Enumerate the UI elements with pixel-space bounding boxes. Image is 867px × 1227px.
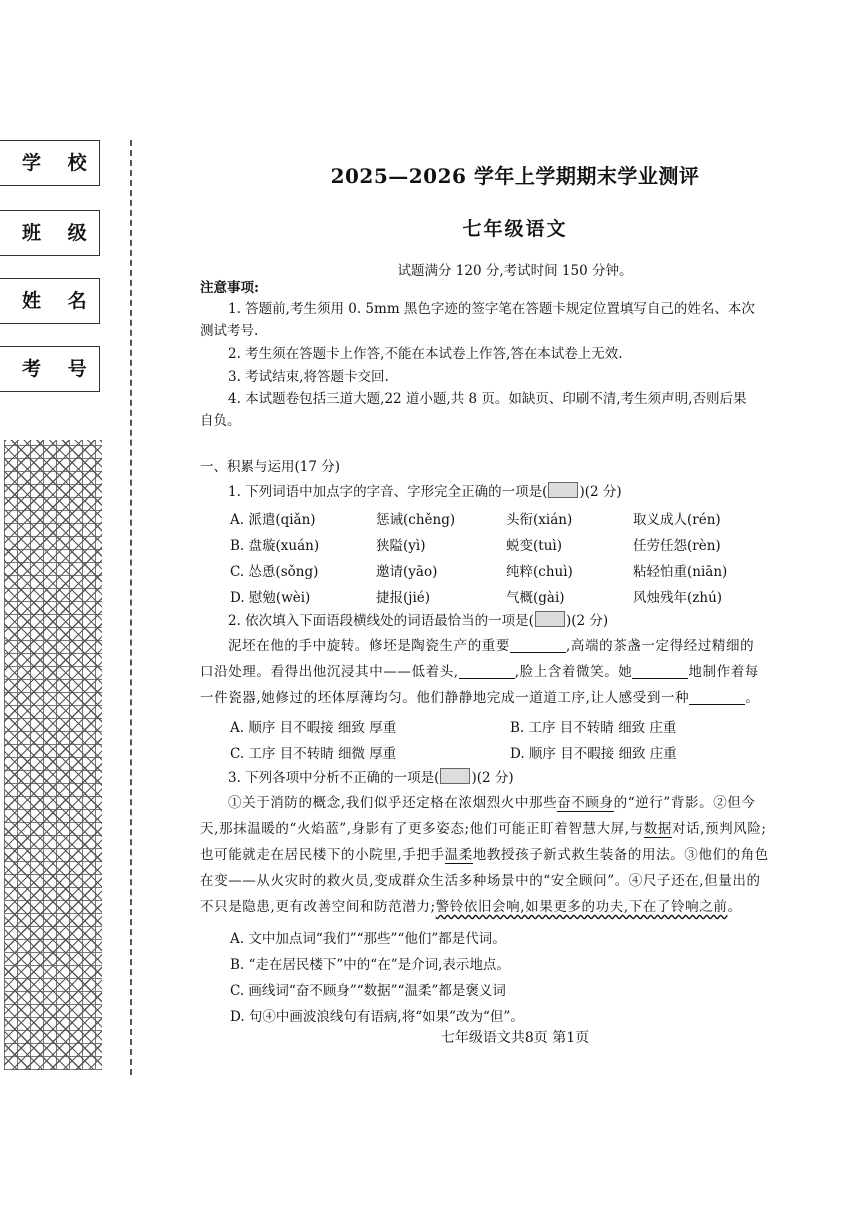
notes-heading: 注意事项: bbox=[200, 280, 259, 296]
q3-option-c: C. 画线词“奋不顾身”“数据”“温柔”都是褒义词 bbox=[230, 983, 506, 999]
notes-item-2: 2. 考生须在答题卡上作答,不能在本试卷上作答,答在本试卷上无效. bbox=[228, 346, 623, 362]
q1-option-b-2: 狭隘(yì) bbox=[376, 538, 426, 554]
exam-number-label: 考 号 bbox=[22, 358, 97, 380]
q2-option-a: A. 顺序 目不暇接 细致 厚重 bbox=[230, 720, 397, 736]
q3-passage-line-2: 天,那抹温暖的“火焰蓝”,身影有了更多姿态;他们可能正盯着智慧大屏,与数据对话,预判风险; bbox=[200, 821, 767, 837]
q2-stem: 2. 依次填入下面语段横线处的词语最恰当的一项是( )(2 分) bbox=[228, 613, 609, 629]
q1-option-a-1: A. 派遣(qiǎn) bbox=[230, 512, 316, 528]
school-field[interactable] bbox=[0, 140, 100, 186]
q2-blank-1[interactable] bbox=[510, 638, 566, 653]
notes-item-4b: 自负。 bbox=[200, 413, 241, 429]
q1-option-d-3: 气概(gài) bbox=[506, 590, 565, 606]
notes-item-1a: 1. 答题前,考生须用 0. 5mm 黑色字迹的签字笔在答题卡规定位置填写自己的姓名、本次 bbox=[228, 301, 755, 317]
q1-stem: 1. 下列词语中加点字的字音、字形完全正确的一项是( )(2 分) bbox=[228, 484, 622, 500]
q3-option-a: A. 文中加点词“我们”“那些”“他们”都是代词。 bbox=[230, 931, 506, 947]
binding-strip bbox=[0, 140, 132, 1080]
q3-passage-line-1: ①关于消防的概念,我们似乎还定格在浓烟烈火中那些奋不顾身的“逆行”背影。②但今 bbox=[228, 795, 756, 811]
q1-option-c-4: 粘轻怕重(niān) bbox=[633, 564, 728, 580]
q2-answer-box[interactable] bbox=[535, 611, 565, 627]
exam-title: 2025—2026 学年上学期期末学业测评 bbox=[330, 164, 700, 188]
q2-blank-2[interactable] bbox=[459, 664, 515, 679]
page-footer: 七年级语文共8页 第1页 bbox=[440, 1030, 590, 1046]
q2-option-b: B. 工序 目不转睛 细致 庄重 bbox=[510, 720, 677, 736]
exam-number-field[interactable] bbox=[0, 346, 100, 392]
q2-passage-line-2: 口沿处理。看得出他沉浸其中——低着头, ,脸上含着微笑。她 地制作着每 bbox=[200, 664, 759, 680]
q2-passage-line-1: 泥坯在他的手中旋转。修坯是陶瓷生产的重要 ,高端的茶盏一定得经过精细的 bbox=[228, 638, 755, 654]
q1-option-d-1: D. 慰勉(wèi) bbox=[230, 590, 311, 606]
q3-option-b: B. “走在居民楼下”中的“在”是介词,表示地点。 bbox=[230, 957, 510, 973]
q3-answer-box[interactable] bbox=[440, 768, 470, 784]
school-label: 学 校 bbox=[22, 152, 97, 174]
q3-stem: 3. 下列各项中分析不正确的一项是( )(2 分) bbox=[228, 770, 514, 786]
name-label: 姓 名 bbox=[22, 290, 97, 312]
q3-passage-line-5: 不只是隐患,更有改善空间和防范潜力;警铃依旧会响,如果更多的功夫,下在了铃响之前。 bbox=[200, 899, 742, 915]
q1-option-b-1: B. 盘璇(xuán) bbox=[230, 538, 320, 554]
q1-option-c-3: 纯粹(chuì) bbox=[506, 564, 573, 580]
q2-blank-4[interactable] bbox=[689, 690, 745, 705]
q1-option-d-4: 风烛残年(zhú) bbox=[633, 590, 723, 606]
q1-option-c-2: 邀请(yāo) bbox=[376, 564, 438, 580]
seal-dashed-line bbox=[130, 140, 132, 1075]
q3-passage-line-4: 在变——从火灾时的救火员,变成群众生活多种场景中的“安全顾问”。④尺子还在,但量出的 bbox=[200, 873, 761, 889]
q1-option-a-3: 头衔(xián) bbox=[506, 512, 573, 528]
class-label: 班 级 bbox=[22, 222, 97, 244]
q2-passage-line-3: 一件瓷器,她修过的坯体厚薄均匀。他们静静地完成一道道工序,让人感受到一种 。 bbox=[200, 690, 760, 706]
q1-option-c-1: C. 怂恿(sǒng) bbox=[230, 564, 319, 580]
exam-meta: 试题满分 120 分,考试时间 150 分钟。 bbox=[397, 263, 633, 279]
class-field[interactable] bbox=[0, 210, 100, 256]
q2-option-d: D. 顺序 目不暇接 细致 庄重 bbox=[510, 746, 677, 762]
decorative-hatch-pattern bbox=[4, 440, 102, 1070]
q1-option-a-2: 惩诫(chěng) bbox=[376, 512, 456, 528]
name-field[interactable] bbox=[0, 278, 100, 324]
notes-item-1b: 测试考号. bbox=[200, 323, 259, 339]
q1-answer-box[interactable] bbox=[548, 482, 578, 498]
notes-item-4a: 4. 本试题卷包括三道大题,22 道小题,共 8 页。如缺页、印刷不清,考生须声明,否则后果 bbox=[228, 391, 747, 407]
q3-passage-line-3: 也可能就走在居民楼下的小院里,手把手温柔地教授孩子新式救生装备的用法。③他们的角色 bbox=[200, 847, 769, 863]
q1-option-b-3: 蜕变(tuì) bbox=[506, 538, 562, 554]
notes-item-3: 3. 考试结束,将答题卡交回. bbox=[228, 369, 389, 385]
exam-subject: 七年级语文 bbox=[462, 218, 568, 240]
q3-option-d: D. 句④中画波浪线句有语病,将“如果”改为“但”。 bbox=[230, 1009, 524, 1025]
q1-option-b-4: 任劳任怨(rèn) bbox=[633, 538, 721, 554]
q2-option-c: C. 工序 目不转睛 细微 厚重 bbox=[230, 746, 397, 762]
q1-option-d-2: 捷报(jié) bbox=[376, 590, 431, 606]
section1-heading: 一、积累与运用(17 分) bbox=[200, 459, 341, 475]
q1-option-a-4: 取义成人(rén) bbox=[633, 512, 721, 528]
q2-blank-3[interactable] bbox=[632, 664, 688, 679]
